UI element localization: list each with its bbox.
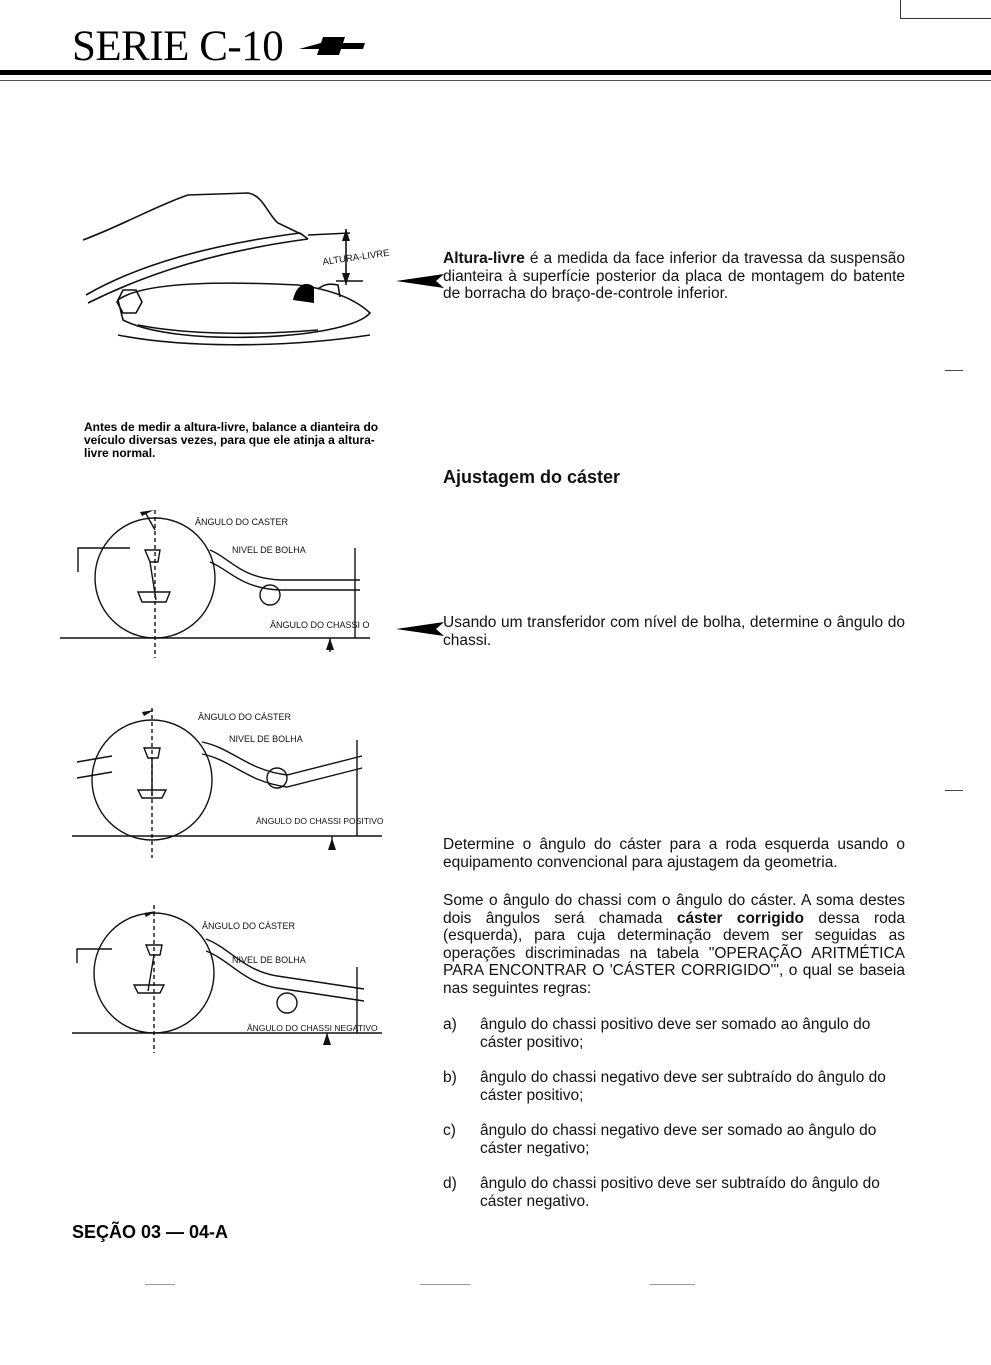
edge-mark (650, 1284, 695, 1285)
figure-label-caster-angle: ÂNGULO DO CÁSTER (202, 921, 296, 931)
page-footer: SEÇÃO 03 — 04-A (72, 1222, 229, 1242)
figure-label-chassis-angle: ÂNGULO DO CHASSI O (270, 620, 370, 630)
figure-label-caster-angle: ÂNGULO DO CASTER (195, 517, 289, 527)
pointer-arrow-icon (396, 274, 444, 288)
term-corrected-caster: cáster corrigido (676, 909, 805, 927)
paragraph-chassis-angle: Usando um transferidor com nível de bolha, determine o ângulo do chassi. (443, 614, 905, 649)
chevrolet-bowtie-icon (299, 35, 365, 57)
edge-mark (945, 790, 963, 791)
paragraph-free-height: Altura-livre é a medida da face inferior da travessa da suspensão dianteira à superfície posterior da placa de montagem do batente de borracha do braço-de-controle inferior. (443, 250, 905, 302)
paragraph-caster-left-wheel: Determine o ângulo do cáster para a roda esquerda usando o equipamento convencional para ajustagem da geometria. (443, 836, 905, 871)
figure-label-free-height: ALTURA-LIVRE (321, 247, 391, 268)
figure-caption: Antes de medir a altura-livre, balance a dianteira do veículo diversas vezes, para que ele atinja a altura-livre normal. (84, 420, 379, 460)
term-free-height: Altura-livre (443, 250, 525, 267)
figure-free-height (78, 185, 398, 375)
corner-mark (900, 18, 991, 19)
pointer-arrow-icon (396, 622, 444, 636)
edge-mark (420, 1284, 470, 1285)
page-header (72, 22, 365, 71)
figure-chassis-angle-positive (72, 700, 392, 860)
section-heading: Ajustagem do cáster (443, 467, 621, 487)
edge-mark (145, 1284, 175, 1285)
figure-label-bubble-level: NIVEL DE BOLHA (229, 734, 303, 744)
figure-chassis-angle-negative (72, 905, 392, 1055)
header-rule (0, 70, 991, 75)
figure-chassis-angle-zero (60, 500, 380, 660)
header-title: SERIE C-10 (72, 23, 284, 70)
figure-label-caster-angle: ÂNGULO DO CÁSTER (198, 712, 292, 722)
figure-label-chassis-angle: ÂNGULO DO CHASSI POSITIVO (256, 816, 384, 826)
figure-label-chassis-angle: ÂNGULO DO CHASSI NEGATIVO (247, 1023, 378, 1033)
edge-mark (945, 370, 963, 371)
corner-mark (900, 0, 901, 18)
paragraph-corrected-caster: Some o ângulo do chassi com o ângulo do cáster. A soma destes dois ângulos será chamada cáster corrigido dessa roda (esquerda), para cuja determinação devem ser seguidas as operações discriminadas na tabela "OPERAÇÃO ARITMÉTICA PARA ENCONTRAR O 'CÁSTER CORRIGIDO'", o qual se baseia nas seguintes regras: (443, 892, 906, 997)
header-rule-thin (0, 80, 991, 81)
figure-label-bubble-level: NIVEL DE BOLHA (232, 545, 306, 555)
figure-label-bubble-level: NIVEL DE BOLHA (232, 955, 306, 965)
